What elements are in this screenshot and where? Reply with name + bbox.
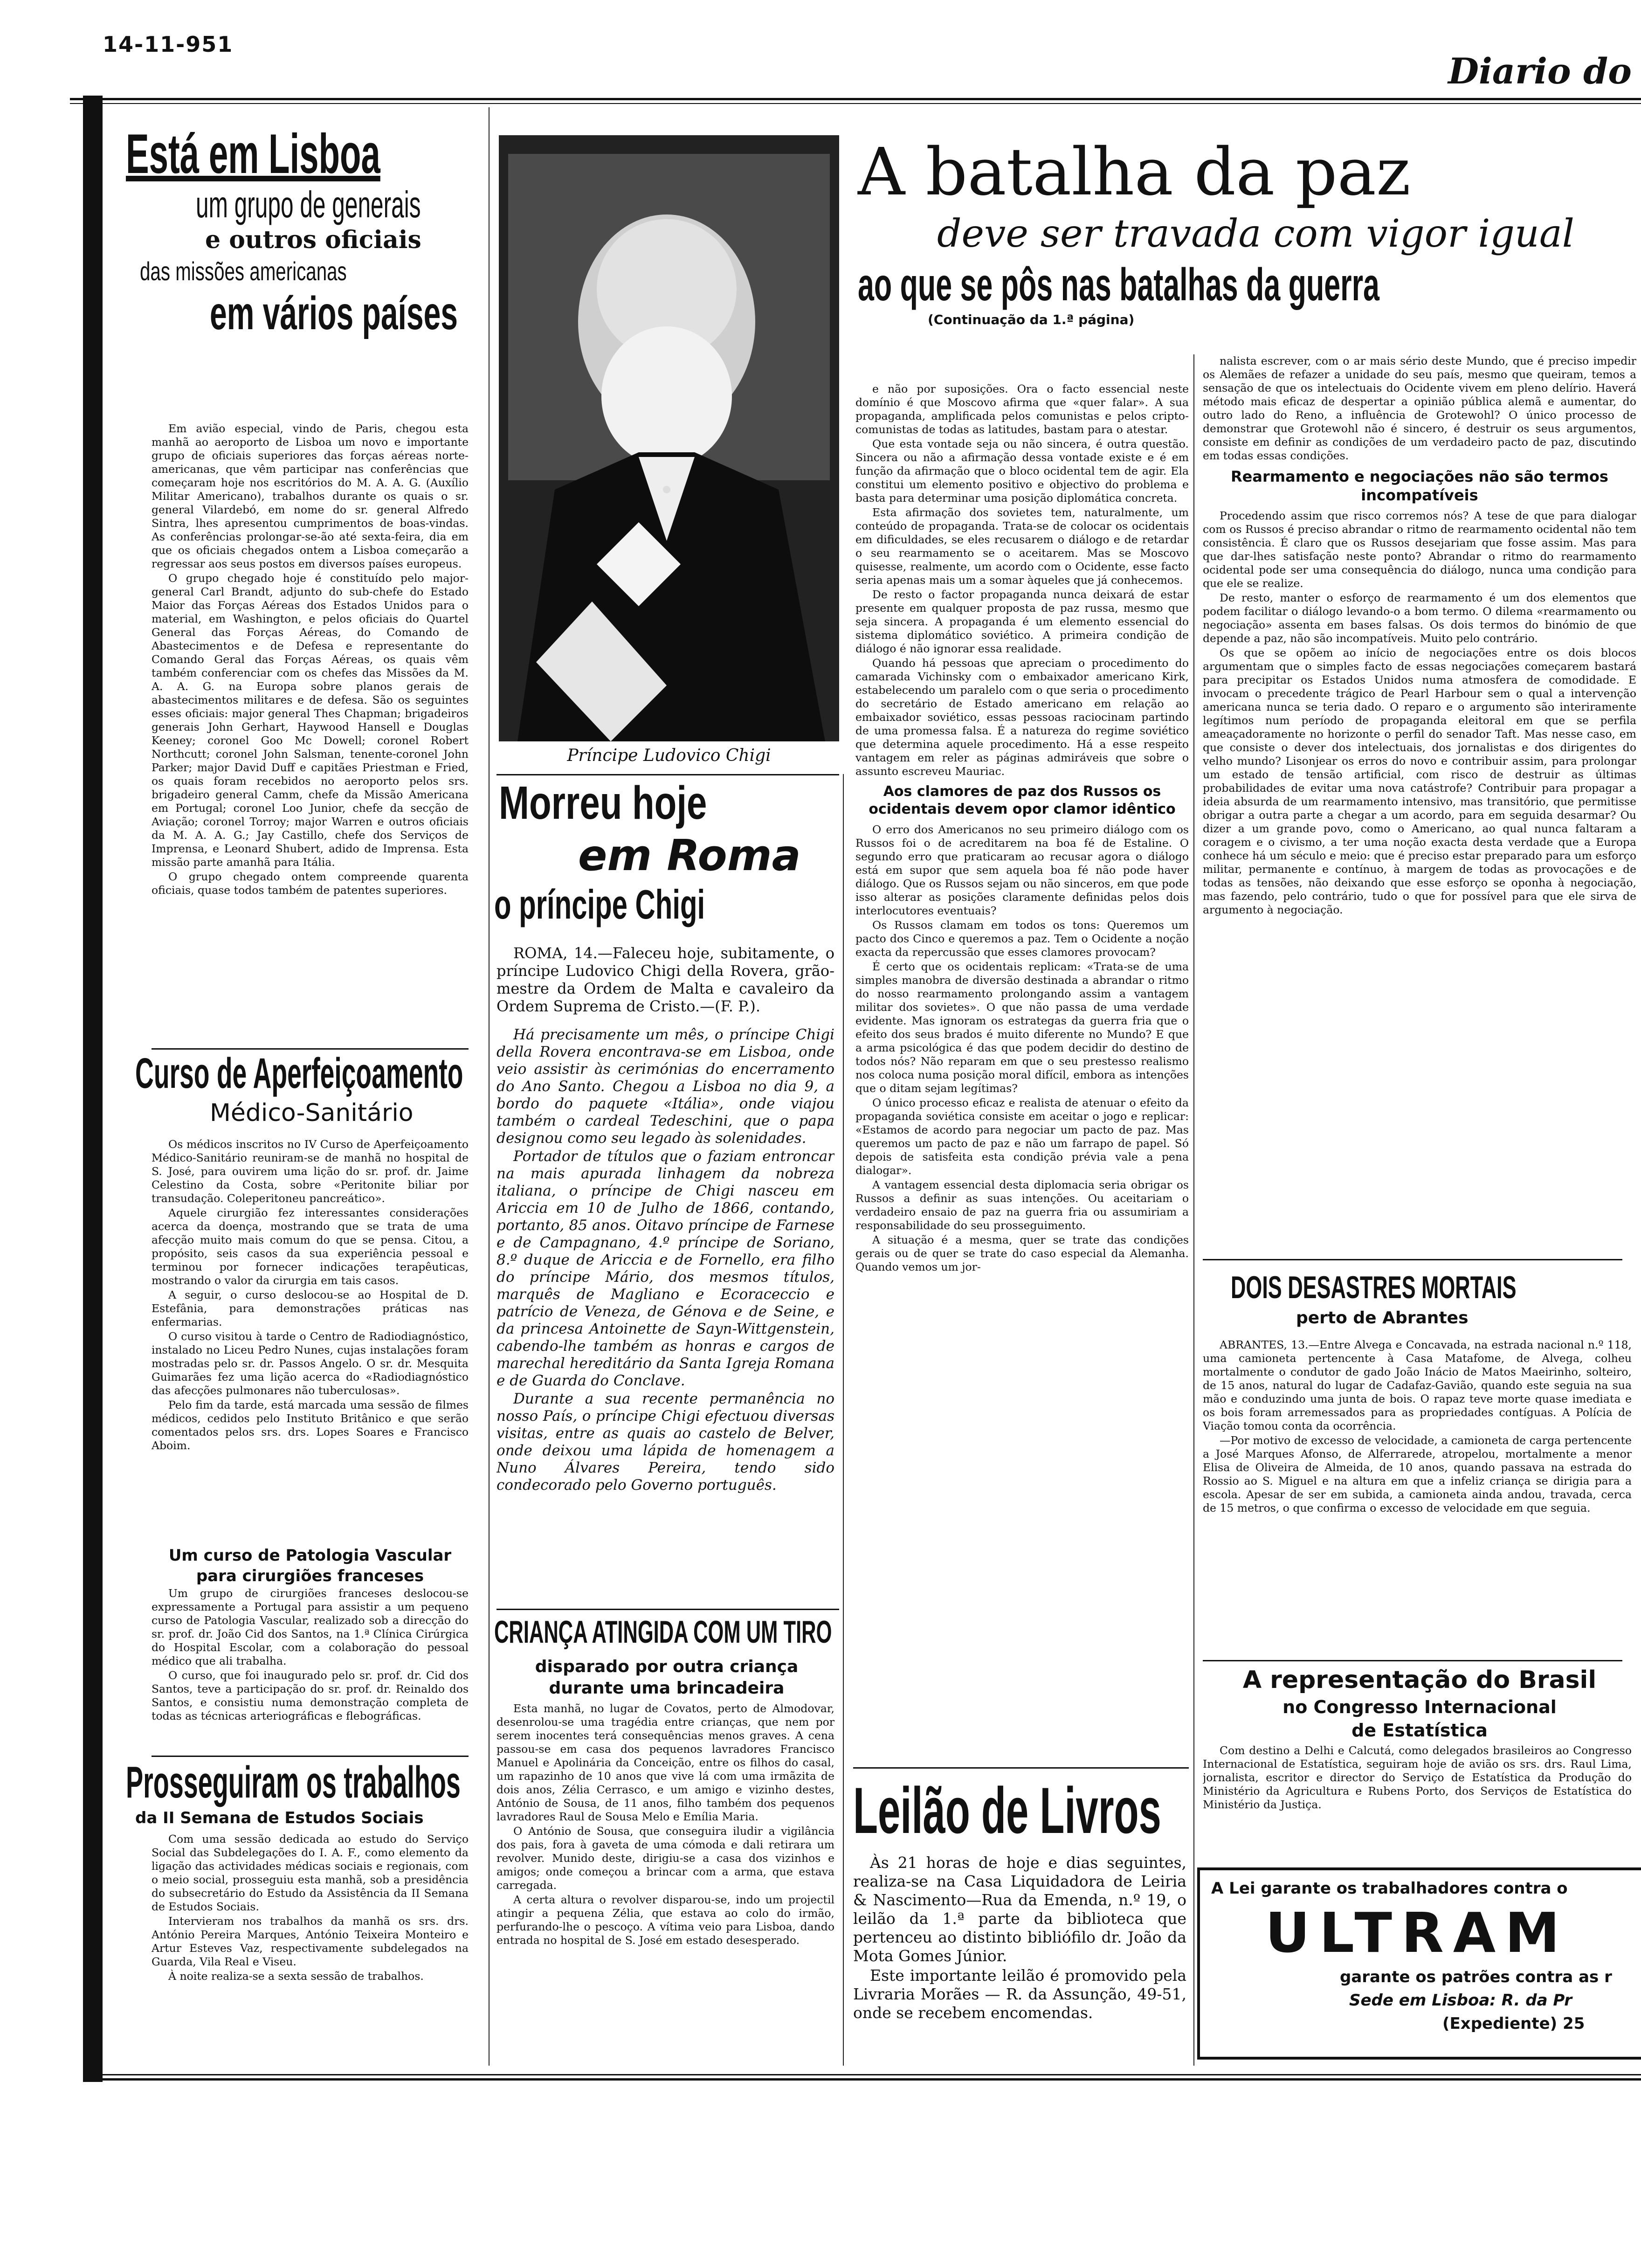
paragraph: O António de Sousa, que conseguira iludir a vigilância dos pais, fora à gaveta de uma cómoda e dali retirara um revolver. Munido deste, dirigiu-se a casa dos vizinhos e amigos; onde começou a brincar com a arma, que estava carregada. xyxy=(496,1825,834,1892)
left-margin-bar xyxy=(83,96,103,2082)
paragraph: ABRANTES, 13.—Entre Alvega e Concavada, na estrada nacional n.º 118, uma camioneta pertencente à Casa Matafome, de Alvega, colheu mortalmente o condutor de gado João Inácio de Matos Maeirinho, solteiro, de 15 anos, natural do lugar de Cadafaz-Gavião, quando este seguia na sua mão e conduzindo uma junta de bois. O rapaz teve morte quase imediata e os bois foram arremessados para as propriedades contíguas. A Polícia de Viação tomou conta da ocorrência. xyxy=(1203,1338,1632,1432)
article-crianca-body xyxy=(496,1702,834,2068)
masthead: Diario do xyxy=(1448,50,1632,92)
paragraph: Procedendo assim que risco corremos nós? A tese de que para dialogar com os Russos é preciso abrandar o ritmo de rearmamento ocidental não tem consistência. É claro que os Russos desejariam que fosse assim. Mas para que dar-lhes satisfação neste ponto? Abrandar o ritmo do rearmamento ocidental pode ser uma consequência do diálogo, nunca uma condição para que ele se realize. xyxy=(1203,509,1636,590)
article-lisboa-body xyxy=(152,422,469,1047)
paragraph: Esta afirmação dos sovietes tem, naturalmente, um conteúdo de propaganda. Trata-se de colocar os ocidentais em dificuldades, se eles recusarem o diálogo e de retardar o seu rearmamento se o aceitarem. Mas se Moscovo quisesse, realmente, um acordo com o Ocidente, esse facto seria apenas mais um a somar àqueles que já conhecemos. xyxy=(855,506,1189,587)
advert-line: A Lei garante os trabalhadores contra o xyxy=(1211,1879,1568,1898)
top-rule xyxy=(70,98,1641,104)
paragraph: e não por suposições. Ora o facto essencial neste domínio é que Moscovo afirma que «quer falar». A sua propaganda, amplificada pelos comunistas e pelos cripto-comunistas de todas as latitudes, bastam para o atestar. xyxy=(855,382,1189,436)
page-date: 14-11-951 xyxy=(103,32,234,57)
subheading: Aos clamores de paz dos Russos os ocidentais devem opor clamor idêntico xyxy=(869,783,1176,817)
headline-sub: perto de Abrantes xyxy=(1296,1308,1469,1328)
headline-line3: de Estatística xyxy=(1351,1720,1488,1741)
article-brasil-body xyxy=(1203,1744,1632,1849)
paragraph: O grupo chegado hoje é constituído pelo major-general Carl Brandt, adjunto do sub-chefe do Estado Maior das Forças Aéreas dos Estados Unidos para o material, em Washington, e pelos oficiais do Quartel General das Forças Aéreas, do Comando de Abastecimentos e de Defesa e representante do Comando Geral das Forças Aéreas, os quais vêm também conferenciar com os chefes das Missões da M. A. A. G. na Europa sobre planos gerais de abastecimentos militares e de defesa. São os seguintes esses oficiais: major general Thes Chapman; brigadeiros generais John Gerhart, Haywood Hansell e Douglas Keeney; coronel Goo Mc Dowell; coronel Robert Northcutt; coronel John Salsman, tenente-coronel John Parker; major David Duff e capitães Priestman e Fried, os quais foram recebidos no aeroporto pelos srs. brigadeiro general Camm, chefe da Missão Americana em Portugal; coronel Loo Junior, chefe da secção de Aviação; coronel Torroy; major Warren e outros oficiais da M. A. A. G.; Jay Castillo, chefe dos Serviços de Imprensa, e Leonard Shubert, adido de Imprensa. Esta missão parte amanhã para Itália. xyxy=(152,572,469,869)
portrait-photo xyxy=(499,135,839,741)
advert-line: garante os patrões contra as r xyxy=(1340,1968,1612,1986)
headline-line3: o príncipe Chigi xyxy=(494,881,705,927)
headline: Prosseguiram os trabalhos xyxy=(126,1757,461,1807)
paragraph: A certa altura o revolver disparou-se, indo um projectil atingir a pequena Zélia, que estava ao colo do irmão, perfurando-lhe o pescoço. A vítima veio para Lisboa, dando entrada no hospital de S. José em estado desesperado. xyxy=(496,1893,834,1947)
headline: A representação do Brasil xyxy=(1242,1666,1597,1694)
paragraph: Que esta vontade seja ou não sincera, é outra questão. Sincera ou não a afirmação dessa vontade existe e é em função da afirmação que o bloco ocidental tem de agir. Ela constitui um elemento positivo e objectivo do problema e basta para determinar uma posição diplomática concreta. xyxy=(855,437,1189,505)
headline: Curso de Aperfeiçoamento xyxy=(135,1050,463,1097)
separator xyxy=(853,1767,1189,1769)
article-lisboa-generals xyxy=(126,124,480,339)
headline-line2: um grupo de generais xyxy=(196,184,421,225)
paragraph: Portador de títulos que o faziam entroncar na mais apurada linhagem da nobreza italiana, o príncipe de Chigi nasceu em Ariccia em 10 de Julho de 1866, contando, portanto, 85 anos. Oitavo príncipe de Farnese e de Campagnano, 4.º príncipe de Soriano, 8.º duque de Ariccia e de Fornello, era filho do príncipe Mário, dos mesmos títulos, marquês de Magliano e Ecoraceccio e patrício de Veneza, de Génova e de Seine, e da princesa Antoinette de Sayn-Wittgenstein, cabendo-lhe também as honras e cargos de marechal hereditário da Santa Igreja Romana e de Guarda do Conclave. xyxy=(496,1148,834,1389)
paragraph: Esta manhã, no lugar de Covatos, perto de Almodovar, desenrolou-se uma tragédia entre crianças, que nem por serem inocentes terá consequências menos graves. A cena passou-se em casa dos pequenos lavradores Francisco Manuel e Apolinária da Conceição, entre os filhos do casal, um rapazinho de 10 anos que vive lá com uma irmãzita de dois anos, Zélia Cerrasco, e um amigo e vizinho destes, António de Sousa, de 11 anos, filho também dos pequenos lavradores Raul de Sousa Melo e Emília Maria. xyxy=(496,1702,834,1823)
paragraph: Este importante leilão é promovido pela Livraria Morães — R. da Assunção, 49-51, onde se recebem encomendas. xyxy=(853,1966,1186,2022)
paragraph: nalista escrever, com o ar mais sério deste Mundo, que é preciso impedir os Alemães de refazer a unidade do seu país, mesmo que queiram, temos a sensação de que os intelectuais do Ocidente vivem em pleno delírio. Haverá método mais eficaz de despertar a opinião pública alemã e aumentar, do outro lado do Reno, a influência de Grotewohl? O único processo de demonstrar que Grotewohl não é sincero, é destruir os seus argumentos, consiste em definir as condições de um verdadeiro pacto de paz, discutindo em todas essas condições. xyxy=(1203,354,1636,462)
paragraph: É certo que os ocidentais replicam: «Trata-se de uma simples manobra de diversão destinada a abrandar o ritmo do nosso rearmamento prolongando assim a vantagem militar dos sovietes». O que não passa de uma verdade evidente. Mas ignoram os estrategas da guerra fria que o efeito dos seus brados é muito diferente no Mundo? E que a arma psicológica é das que podem decidir do destino de todos nós? Não reparam em que o seu prestesso realismo nos coloca numa posição moral difícil, embora as intenções que o ditam sejam legítimas? xyxy=(855,960,1189,1095)
paragraph: O único processo eficaz e realista de atenuar o efeito da propaganda soviética consiste em aceitar o jogo e replicar: «Estamos de acordo para negociar um pacto de paz. Mas queremos um pacto de paz e não um farrapo de papel. Só depois de satisfeita esta condição prévia vale a pena dialogar». xyxy=(855,1096,1189,1177)
paragraph: De resto, manter o esforço de rearmamento é um dos elementos que podem facilitar o diálogo levando-o a bom termo. O dilema «rearmamento ou negociação» assenta em bases falsas. Os dois termos do binómio de que depende a paz, não são incompatíveis. Muito pelo contrário. xyxy=(1203,591,1636,645)
headline-sub: disparado por outra criança durante uma brincadeira xyxy=(535,1657,799,1698)
portrait-image xyxy=(499,135,839,741)
subheading: Um curso de Patologia Vascular xyxy=(168,1546,452,1565)
article-batalha-col2 xyxy=(1203,354,1636,1252)
paragraph: Quando há pessoas que apreciam o procedimento do camarada Vichinsky com o embaixador americano Kirk, estabelecendo um paralelo com o que seria o procedimento do secretário de Estado americano em relação ao embaixador soviético, essas pessoas raciocinam partindo de uma promessa falsa. É a natureza do regime soviético que determina aquele procedimento. Há a esse respeito vantagem em reler as páginas admiráveis que sobre o assunto escreveu Mauriac. xyxy=(855,657,1189,778)
headline: Leilão de Livros xyxy=(853,1774,1161,1847)
column-divider xyxy=(843,774,844,2066)
advert-brand: ULTRAM xyxy=(1265,1901,1569,1965)
column-divider xyxy=(489,107,490,2066)
headline-line2: em Roma xyxy=(578,830,801,880)
paragraph: De resto o factor propaganda nunca deixará de estar presente em qualquer proposta de paz russa, mesmo que seja sincera. A propaganda é um elemento essencial do sistema diplomático soviético. A primeira condição de diálogo é não ignorar essa realidade. xyxy=(855,588,1189,655)
headline-line3: e outros oficiais xyxy=(205,226,421,254)
article-patologia xyxy=(152,1546,469,1753)
advert-ultramar xyxy=(1197,1867,1641,2060)
paragraph: Um grupo de cirurgiões franceses deslocou-se expressamente a Portugal para assistir a um pequeno curso de Patologia Vascular, realizado sob a direcção do sr. prof. dr. João Cid dos Santos, na 1.ª Clínica Cirúrgica do Hospital Escolar, com a colaboração do pessoal médico que ali trabalha. xyxy=(152,1587,469,1667)
column-divider xyxy=(1193,354,1194,2066)
article-semana-heading xyxy=(126,1758,480,1829)
paragraph: —Por motivo de excesso de velocidade, a camioneta de carga pertencente a José Marques Afonso, de Alferrarede, atropelou, mortalmente a menor Elisa de Oliveira de Almeida, de 10 anos, quando passava na estrada do Rossio ao S. Miguel e na altura em que a infeliz criança se dirigia para a escola. Apesar de ser em subida, a camioneta ainda andou, travada, cerca de 15 metros, o que confirma o excesso de velocidade em que seguia. xyxy=(1203,1434,1632,1514)
paragraph: Intervieram nos trabalhos da manhã os srs. drs. António Pereira Marques, António Teixeira Monteiro e Artur Esteves Vaz, respectivamente subdelegados na Guarda, Vila Real e Viseu. xyxy=(152,1915,469,1968)
headline-sub: Médico-Sanitário xyxy=(210,1099,414,1127)
headline-line2: no Congresso Internacional xyxy=(1282,1697,1557,1717)
bottom-rule xyxy=(93,2074,1641,2081)
paragraph: Durante a sua recente permanência no nosso País, o príncipe Chigi efectuou diversas visitas, entre as quais ao castelo de Belver, onde deixou uma lápida de homenagem a Nuno Álvares Pereira, tendo sido condecorado pelo Governo português. xyxy=(496,1390,834,1494)
article-desastres-body xyxy=(1203,1338,1632,1674)
separator xyxy=(152,1756,469,1757)
paragraph: Há precisamente um mês, o príncipe Chigi della Rovera encontrava-se em Lisboa, onde veio assistir às cerimónias do encerramento do Ano Santo. Chegou a Lisboa no dia 9, a bordo do paquete «Itália», onde viajou também o cardeal Tedeschini, que o papa designou como seu legado às solenidades. xyxy=(496,1026,834,1147)
paragraph: A vantagem essencial desta diplomacia seria obrigar os Russos a definir as suas intenções. Ou aceitariam o verdadeiro ensaio de paz na guerra fria ou assumiriam a responsabilidade do seu prosseguimento. xyxy=(855,1178,1189,1232)
headline-line2: deve ser travada com vigor igual xyxy=(937,212,1574,256)
paragraph: Os que se opõem ao início de negociações entre os dois blocos argumentam que o simples facto de essas negociações começarem bastará para precipitar os Estados Unidos numa atmosfera de comodidade. E invocam o precedente trágico de Pearl Harbour sem o qual a intervenção americana nunca se teria dado. O reparo e o argumento são interiramente legítimos num período de propaganda eleitoral em que se perfila ameaçadoramente no horizonte o perfil do senador Taft. Mas nesse caso, em que consiste o dever dos intelectuais, dos jornalistas e dos dirigentes do velho mundo? Lisonjear os erros do novo e contribuir assim, para prolongar um estado de tensão artificial, com risco de destruir as últimas probabilidades de evitar uma nova catástrofe? Contribuir para propagar a ideia absurda de um rearmamento intensivo, mas transitório, que permitisse obrigar a outra parte a chegar a um acordo, para em seguida desarmar? Ou dizer a um grande povo, como o Americano, ao qual nunca faltaram a coragem e o civismo, a ter uma noção exacta desta verdade que a Europa conhece há um século e meio: que é preciso estar preparado para um esforço militar, permanente e contínuo, à margem de todas as provocações e de todas as tensões, não deixando que esse esforço se oponha à negociação, mas fazendo, pelo contrário, tudo o que for possível para que ele sirva de argumento à negociação. xyxy=(1203,646,1636,916)
paragraph: Os Russos clamam em todos os tons: Queremos um pacto dos Cinco e queremos a paz. Tem o Ocidente a noção exacta da repercussão que esses clamores provocam? xyxy=(855,919,1189,959)
headline-sub: da II Semana de Estudos Sociais xyxy=(135,1809,424,1827)
photo-caption: Príncipe Ludovico Chigi xyxy=(567,746,771,765)
advert-line: (Expediente) 25 xyxy=(1442,2014,1585,2033)
paragraph: O curso, que foi inaugurado pelo sr. prof. dr. Cid dos Santos, teve a participação do sr. prof. dr. Reinaldo dos Santos, e consistiu numa demonstração completa de todas as técnicas arteriográficas e flebográficas. xyxy=(152,1669,469,1722)
headline-line3: ao que se pôs nas batalhas da guerra xyxy=(858,259,1379,310)
paragraph: Às 21 horas de hoje e dias seguintes, realiza-se na Casa Liquidadora de Leiria & Nascimento—Rua da Emenda, n.º 19, o leilão da 1.ª parte da biblioteca que pertenceu ao distinto bibliófilo dr. João da Mota Gomes Júnior. xyxy=(853,1853,1186,1965)
separator xyxy=(496,774,839,775)
continuation-note: (Continuação da 1.ª página) xyxy=(928,312,1135,327)
article-curso-heading xyxy=(135,1049,480,1128)
headline: A batalha da paz xyxy=(858,134,1411,210)
paragraph: A situação é a mesma, quer se trate das condições gerais ou de quer se trate do caso especial da Alemanha. Quando vemos um jor- xyxy=(855,1233,1189,1273)
article-leilao-body xyxy=(853,1853,1186,2068)
headline: Morreu hoje xyxy=(499,777,707,829)
paragraph: A seguir, o curso deslocou-se ao Hospital de D. Estefânia, para demonstrações práticas nas enfermarias. xyxy=(152,1288,469,1328)
article-curso-body xyxy=(152,1138,469,1546)
paragraph: À noite realiza-se a sexta sessão de trabalhos. xyxy=(168,1970,424,1983)
article-semana-body xyxy=(152,1832,469,2068)
subheading: para cirurgiões franceses xyxy=(196,1567,424,1585)
advert-line: Sede em Lisboa: R. da Pr xyxy=(1349,1991,1572,2010)
subheading: Rearmamento e negociações não são termos incompatíveis xyxy=(1231,468,1608,504)
headline-line4: das missões americanas xyxy=(140,256,347,286)
paragraph: Com destino a Delhi e Calcutá, como delegados brasileiros ao Congresso Internacional de Estatística, seguiram hoje de avião os srs. drs. Raul Lima, jornalista, escritor e director do Serviço de Estatística da Produção do Ministério da Agricultura e Rubens Porto, dos Serviços de Estatística do Ministério da Justiça. xyxy=(1203,1744,1632,1811)
headline: DOIS DESASTRES MORTAIS xyxy=(1231,1270,1517,1305)
paragraph: Em avião especial, vindo de Paris, chegou esta manhã ao aeroporto de Lisboa um novo e importante grupo de oficiais superiores das forças aéreas norte-americanas, que vêm participar nas conferências que começaram hoje nos escritórios do M. A. A. G. (Auxílio Militar Americano), trabalhos durante os quais o sr. general Vilardebó, em nome do sr. general Alfredo Sintra, lhes apresentou cumprimentos de boas-vindas. As conferências prolongar-se-ão até sexta-feira, dia em que os oficiais chegados ontem a Lisboa começarão a regressar aos seus postos em diversos países europeus. xyxy=(152,422,469,570)
article-leilao xyxy=(853,1767,1189,2075)
headline-line5: em vários países xyxy=(210,287,458,339)
paragraph: O curso visitou à tarde o Centro de Radiodiagnóstico, instalado no Liceu Pedro Nunes, cujas instalações foram mostradas pelo sr. dr. Passos Angelo. O sr. dr. Mesquita Guimarães fez uma lição acerca do «Radiodiagnóstico das afecções pulmonares não tuberculosas». xyxy=(152,1330,469,1397)
article-chigi-heading xyxy=(494,776,839,928)
paragraph: Pelo fim da tarde, está marcada uma sessão de filmes médicos, cedidos pelo Instituto Britânico e que serão comentados pelos srs. drs. Lopes Soares e Francisco Aboim. xyxy=(152,1398,469,1452)
paragraph: O grupo chegado ontem compreende quarenta oficiais, quase todos também de patentes superiores. xyxy=(152,870,469,897)
separator xyxy=(496,1609,839,1610)
paragraph: Com uma sessão dedicada ao estudo do Serviço Social das Subdelegações do I. A. F., como elemento da ligação das actividades médicas sociais e regionais, com o meio social, prosseguiu esta manhã, sob a presidência do subsecretário do Estudo da Assistência da II Semana de Estudos Sociais. xyxy=(152,1832,469,1913)
separator xyxy=(1203,1259,1622,1260)
paragraph: Aquele cirurgião fez interessantes considerações acerca da doença, mostrando que se trata de uma afecção muito mais comum do que se pensa. Citou, a propósito, seis casos da sua experiência pessoal e terminou por fornecer indicações terapêuticas, mostrando o valor da cirurgia em tais casos. xyxy=(152,1206,469,1287)
paragraph-lead: ROMA, 14.—Faleceu hoje, subitamente, o príncipe Ludovico Chigi della Rovera, grão-mestre da Ordem de Malta e cavaleiro da Ordem Suprema de Cristo.—(F. P.). xyxy=(496,944,834,1015)
article-brasil-heading xyxy=(1203,1665,1636,1742)
separator xyxy=(1203,1660,1622,1661)
headline: CRIANÇA ATINGIDA COM UM TIRO xyxy=(494,1614,832,1650)
paragraph: Os médicos inscritos no IV Curso de Aperfeiçoamento Médico-Sanitário reuniram-se de manhã no hospital de S. José, para ouvirem uma lição do sr. prof. dr. Jaime Celestino da Costa, sobre «Peritonite biliar por transudação. Coleperitoneu pancreático». xyxy=(152,1138,469,1205)
article-chigi-body xyxy=(496,944,834,1606)
article-batalha-heading xyxy=(858,135,1641,329)
article-crianca-heading xyxy=(494,1613,839,1699)
headline: Está em Lisboa xyxy=(126,123,380,185)
paragraph: O erro dos Americanos no seu primeiro diálogo com os Russos foi o de acreditarem na boa fé de Estaline. O segundo erro que praticaram ao recusar agora o diálogo está em supor que sem aquela boa fé não pode haver diálogo. Que os Russos sejam ou não sinceros, em que pode isso alterar as posições claramente definidas pelos dois interlocutores eventuais? xyxy=(855,823,1189,917)
article-desastres-heading xyxy=(1203,1268,1636,1330)
